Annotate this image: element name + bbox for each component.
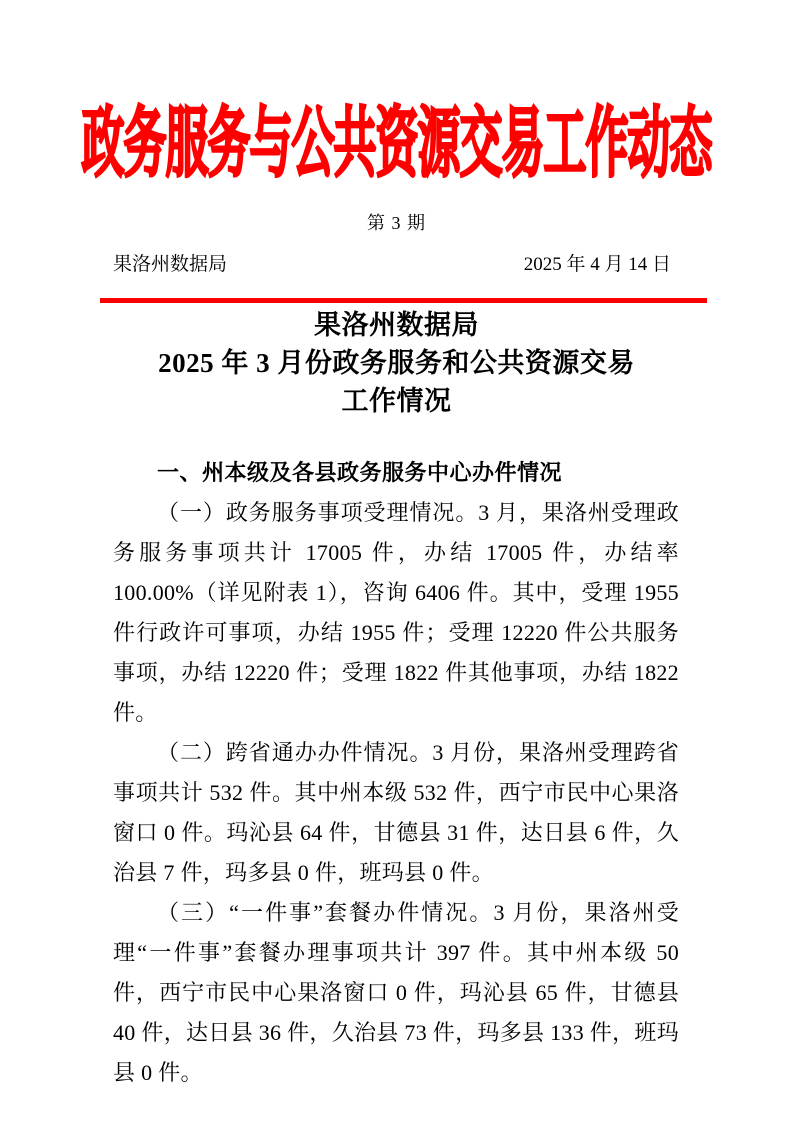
document-title-line-2: 2025 年 3 月份政务服务和公共资源交易 bbox=[158, 348, 635, 378]
document-title-line-1: 果洛州数据局 bbox=[314, 310, 479, 340]
section-1-paragraph-3: （三）“一件事”套餐办件情况。3 月份，果洛州受理“一件事”套餐办理事项共计 397 件。其中州本级 50 件，西宁市民中心果洛窗口 0 件，玛沁县 65 件，甘德县 40 件，达日县 36 件，久治县 73 件，玛多县 133 件，班玛县 0 件。 bbox=[113, 900, 680, 1085]
issuing-organization: 果洛州数据局 bbox=[113, 254, 228, 275]
masthead-info-row bbox=[113, 249, 671, 276]
section-1-heading: 一、州本级及各县政务服务中心办件情况 bbox=[157, 460, 563, 485]
issue-number: 第 3 期 bbox=[367, 213, 426, 233]
document-title-line-3: 工作情况 bbox=[341, 386, 452, 416]
bulletin-masthead-title: 政务服务与公共资源交易工作动态 bbox=[81, 103, 712, 188]
section-1-paragraph-1: （一）政务服务事项受理情况。3 月，果洛州受理政务服务事项共计 17005 件，办结 17005 件，办结率 100.00%（详见附表 1），咨询 6406 件。其中，受理 1955 件行政许可事项，办结 1955 件；受理 12220 件公共服务事项，办结 12220 件；受理 1822 件其他事项，办结 1822 件。 bbox=[113, 500, 679, 725]
issue-date: 2025 年 4 月 14 日 bbox=[523, 254, 671, 275]
section-1-paragraph-2: （二）跨省通办办件情况。3 月份，果洛州受理跨省事项共计 532 件。其中州本级 532 件，西宁市民中心果洛窗口 0 件。玛沁县 64 件，甘德县 31 件，达日县 6 件，久治县 7 件，玛多县 0 件，班玛县 0 件。 bbox=[113, 740, 679, 885]
document-title bbox=[0, 306, 793, 420]
document-body bbox=[113, 453, 679, 1093]
masthead-divider-rule bbox=[100, 298, 707, 303]
